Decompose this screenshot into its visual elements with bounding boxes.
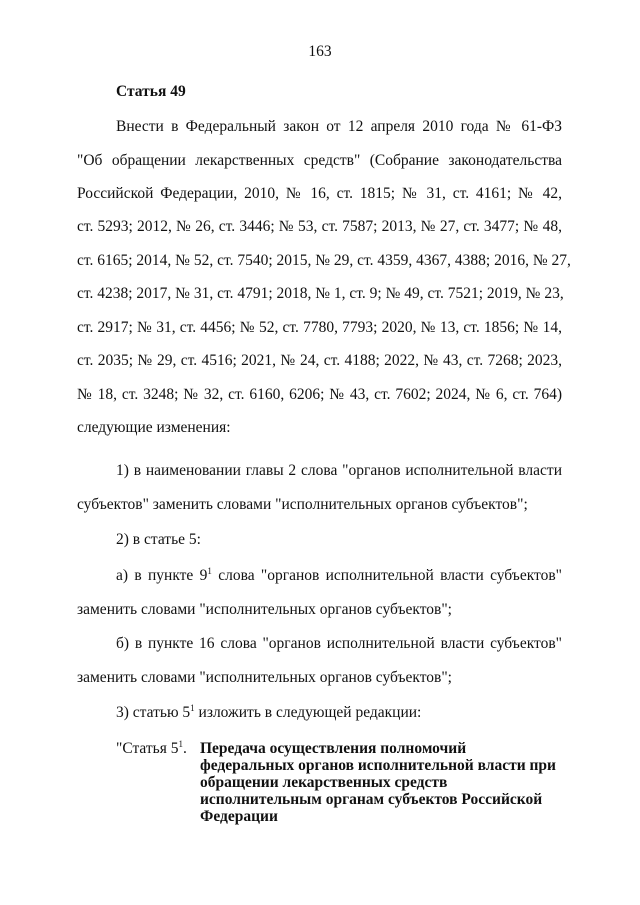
new-article-title: Передача осуществления полномочий федеральных органов исполнительной власти при обращении лекарственных средств исполнительным органам субъектов Российской Федерации [200, 740, 556, 825]
intro-line-7: ст. 2917; № 31, ст. 4456; № 52, ст. 7780, 7793; 2020, № 13, ст. 1856; № 14, [77, 319, 562, 336]
intro-line-4: ст. 5293; 2012, № 26, ст. 3446; № 53, ст. 7587; 2013, № 27, ст. 3477; № 48, [77, 218, 562, 235]
intro-line-1: Внести в Федеральный закон от 12 апреля 2010 года № 61-ФЗ [116, 118, 562, 135]
new-article-label [116, 740, 187, 757]
item-3-pre: 3) статью 5 [116, 704, 191, 721]
item-2a-pre: а) в пункте 9 [116, 567, 208, 584]
item-3-sup: 1 [190, 702, 195, 713]
item-2a-line-2: заменить словами "исполнительных органов субъектов"; [77, 601, 452, 618]
item-2: 2) в статье 5: [116, 531, 201, 548]
intro-line-9: № 18, ст. 3248; № 32, ст. 6160, 6206; № 43, ст. 7602; 2024, № 6, ст. 764) [77, 386, 562, 403]
item-2b-line-1: б) в пункте 16 слова "органов исполнительной власти субъектов" [116, 635, 562, 652]
intro-line-5: ст. 6165; 2014, № 52, ст. 7540; 2015, № 29, ст. 4359, 4367, 4388; 2016, № 27, [77, 252, 571, 269]
item-2a-line-1 [116, 566, 562, 586]
item-2a-post: слова "органов исполнительной власти субъектов" [211, 567, 562, 584]
new-article-label-text: "Статья 5 [116, 740, 179, 757]
intro-line-8: ст. 2035; № 29, ст. 4516; 2021, № 24, ст. 4188; 2022, № 43, ст. 7268; 2023, [77, 352, 562, 369]
intro-line-3: Российской Федерации, 2010, № 16, ст. 1815; № 31, ст. 4161; № 42, [77, 185, 562, 202]
article-heading: Статья 49 [116, 83, 186, 100]
new-article-sup: 1 [178, 738, 183, 749]
intro-line-10: следующие изменения: [77, 419, 231, 436]
item-2b-line-2: заменить словами "исполнительных органов субъектов"; [77, 669, 452, 686]
intro-line-6: ст. 4238; 2017, № 31, ст. 4791; 2018, № 1, ст. 9; № 49, ст. 7521; 2019, № 23, [77, 285, 564, 302]
new-article-label-end: . [183, 740, 187, 757]
item-1-line-1: 1) в наименовании главы 2 слова "органов исполнительной власти [116, 462, 562, 479]
item-2a-sup: 1 [207, 565, 212, 576]
item-1-line-2: субъектов" заменить словами "исполнительных органов субъектов"; [77, 496, 528, 513]
intro-line-2: "Об обращении лекарственных средств" (Собрание законодательства [77, 152, 562, 169]
item-3 [116, 703, 421, 723]
page-number: 163 [308, 43, 332, 60]
item-3-post: изложить в следующей редакции: [194, 704, 422, 721]
